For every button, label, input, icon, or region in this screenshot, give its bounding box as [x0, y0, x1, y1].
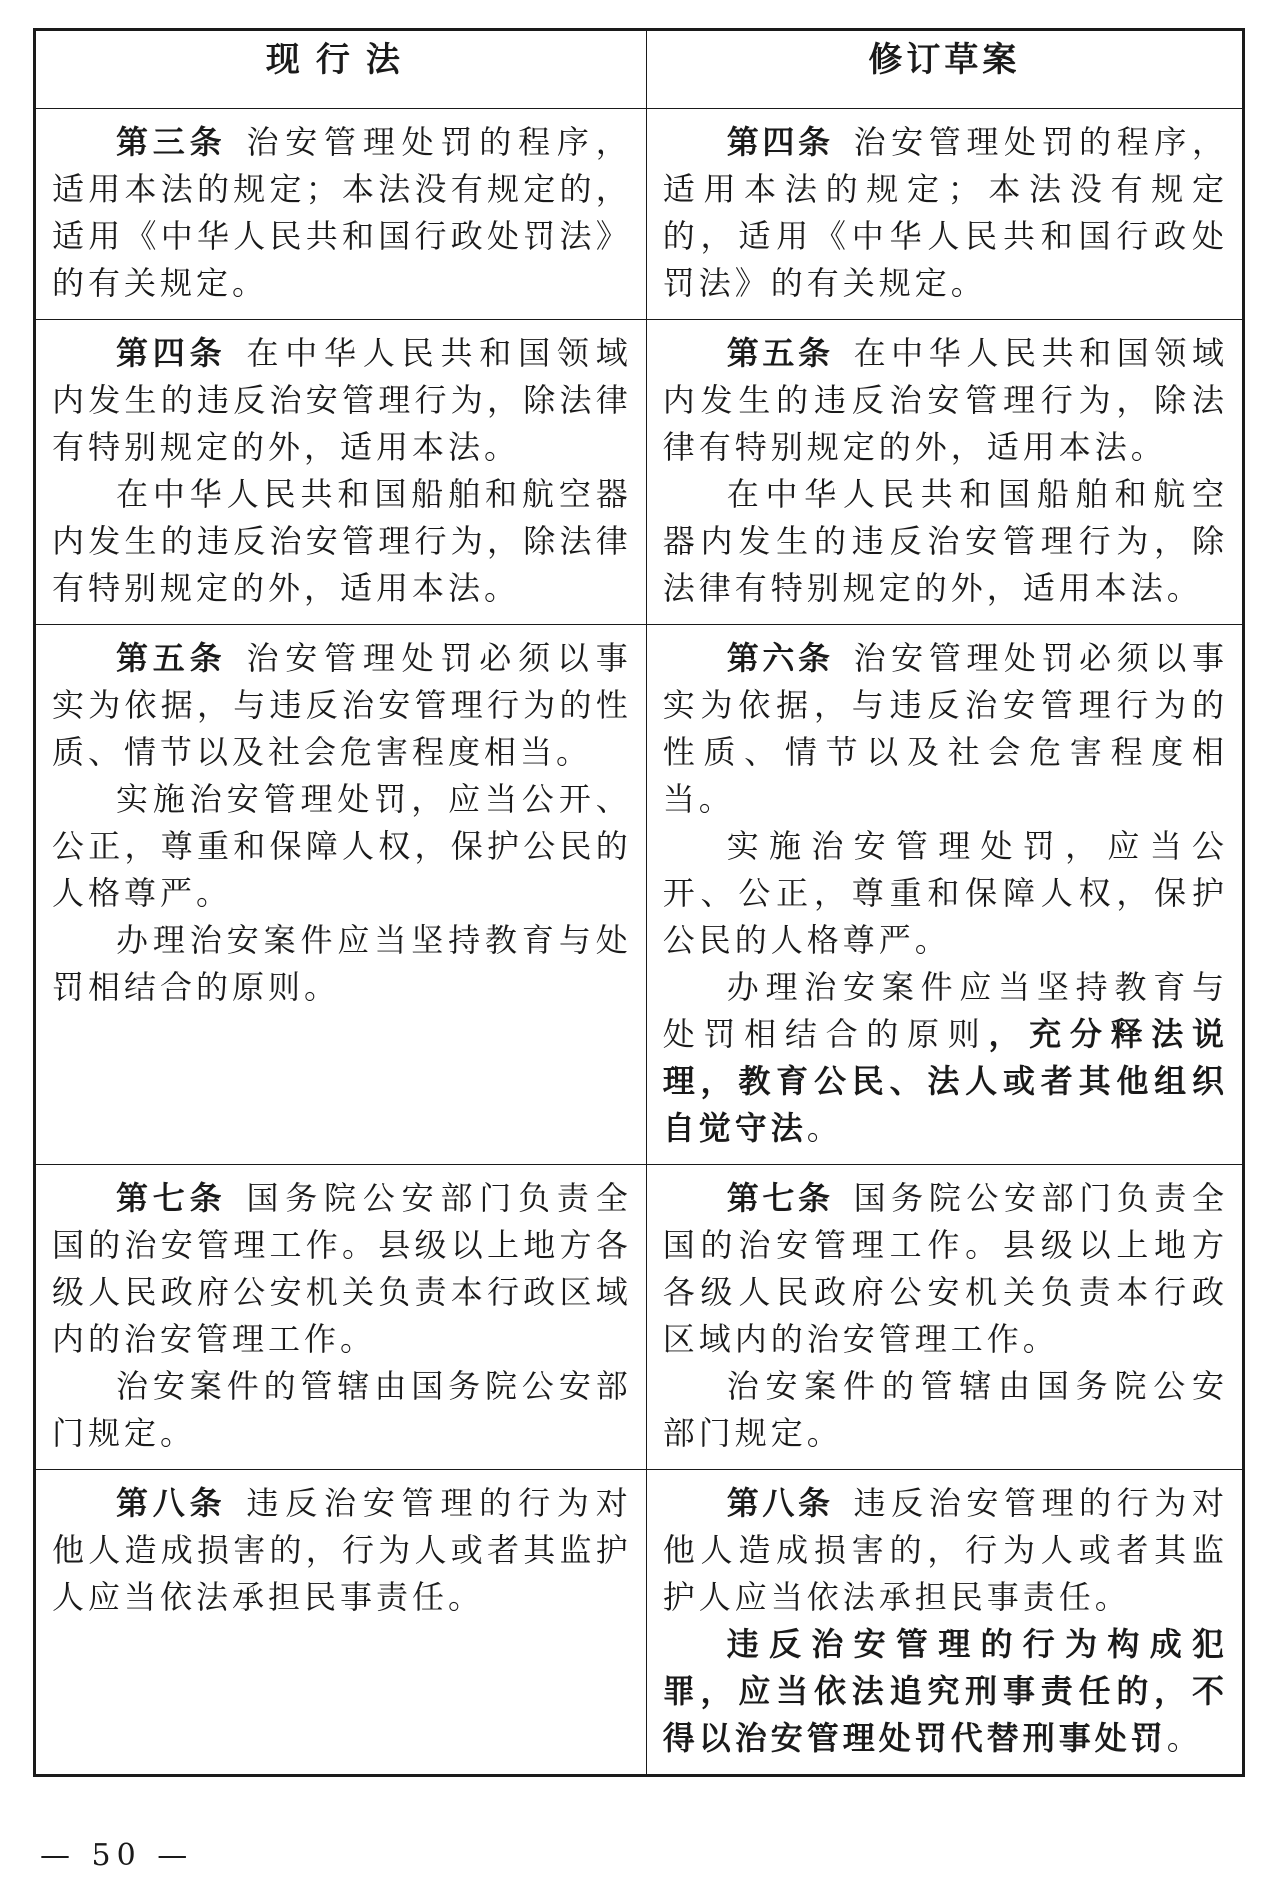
article-text: 违反治安管理的行为对他人造成损害的，行为人或者其监护人应当依法承担民事责任。 — [662, 1484, 1228, 1616]
article-paragraph — [663, 330, 1228, 471]
current-law-cell — [35, 625, 647, 1165]
article-paragraph — [52, 635, 632, 776]
article-text: 在中华人民共和国领域内发生的违反治安管理行为，除法律有特别规定的外，适用本法。 — [662, 334, 1228, 466]
article-text: 在中华人民共和国领域内发生的违反治安管理行为，除法律有特别规定的外，适用本法。 — [52, 334, 632, 466]
article-text: 实施治安管理处罚，应当公开、公正，尊重和保障人权，保护公民的人格尊严。 — [662, 827, 1228, 959]
article-text: 在中华人民共和国船舶和航空器内发生的违反治安管理行为，除法律有特别规定的外，适用本法。 — [52, 475, 632, 607]
article-text: 治安管理处罚必须以事实为依据，与违反治安管理行为的性质、情节以及社会危害程度相当。 — [662, 639, 1228, 818]
article-text: 实施治安管理处罚，应当公开、公正，尊重和保障人权，保护公民的人格尊严。 — [52, 780, 632, 912]
header-revised-draft: 修订草案 — [646, 30, 1243, 109]
table-row — [35, 320, 1244, 625]
article-text: 治安案件的管辖由国务院公安部门规定。 — [52, 1367, 632, 1452]
article-text: 办理治安案件应当坚持教育与处罚相结合的原则。 — [52, 921, 632, 1006]
closing-punctuation: 。 — [1166, 1719, 1203, 1757]
amended-text: ，充分释法说理，教育公民、法人或者其他组织自觉守法 — [662, 1015, 1228, 1147]
current-law-cell — [35, 1470, 647, 1776]
article-paragraph — [52, 1480, 632, 1621]
article-text: 国务院公安部门负责全国的治安管理工作。县级以上地方各级人民政府公安机关负责本行政区域内的治安管理工作。 — [52, 1179, 632, 1358]
comparison-table — [33, 28, 1245, 1777]
article-text: 国务院公安部门负责全国的治安管理工作。县级以上地方各级人民政府公安机关负责本行政区域内的治安管理工作。 — [662, 1179, 1228, 1358]
article-paragraph — [52, 119, 632, 307]
article-number: 第六条 — [726, 639, 834, 677]
article-number: 第八条 — [116, 1484, 227, 1522]
article-paragraph — [52, 1363, 632, 1457]
table-row — [35, 1470, 1244, 1776]
article-paragraph — [52, 776, 632, 917]
article-paragraph — [663, 1175, 1228, 1363]
article-paragraph — [663, 471, 1228, 612]
article-number: 第三条 — [116, 123, 227, 161]
revised-draft-cell — [646, 320, 1243, 625]
revised-draft-cell — [646, 625, 1243, 1165]
current-law-cell — [35, 109, 647, 320]
article-paragraph — [663, 635, 1228, 823]
table-header-row — [35, 30, 1244, 109]
article-paragraph — [663, 1621, 1228, 1762]
header-current-law: 现行法 — [35, 30, 647, 109]
current-law-cell — [35, 1165, 647, 1470]
revised-draft-cell — [646, 1165, 1243, 1470]
article-text: 治安管理处罚的程序，适用本法的规定；本法没有规定的，适用《中华人民共和国行政处罚法》的有关规定。 — [662, 123, 1228, 302]
article-number: 第四条 — [726, 123, 834, 161]
page-number: — 50 — — [40, 1838, 194, 1873]
article-number: 第七条 — [116, 1179, 227, 1217]
table-row — [35, 109, 1244, 320]
article-text: 治安管理处罚必须以事实为依据，与违反治安管理行为的性质、情节以及社会危害程度相当。 — [52, 639, 632, 771]
closing-punctuation: 。 — [806, 1109, 843, 1147]
article-paragraph — [663, 964, 1228, 1152]
revised-draft-cell — [646, 109, 1243, 320]
article-number: 第七条 — [726, 1179, 834, 1217]
article-text: 办理治安案件应当坚持教育与处罚相结合的原则 — [662, 968, 1228, 1053]
article-paragraph — [52, 1175, 632, 1363]
comparison-page — [33, 28, 1245, 1777]
table-row — [35, 625, 1244, 1165]
article-paragraph — [663, 823, 1228, 964]
article-text: 治安案件的管辖由国务院公安部门规定。 — [662, 1367, 1228, 1452]
article-number: 第四条 — [116, 334, 227, 372]
article-paragraph — [663, 1363, 1228, 1457]
table-row — [35, 1165, 1244, 1470]
amended-text: 违反治安管理的行为构成犯罪，应当依法追究刑事责任的，不得以治安管理处罚代替刑事处罚 — [662, 1625, 1228, 1757]
article-text: 治安管理处罚的程序，适用本法的规定；本法没有规定的，适用《中华人民共和国行政处罚法》的有关规定。 — [52, 123, 632, 302]
article-paragraph — [52, 917, 632, 1011]
revised-draft-cell — [646, 1470, 1243, 1776]
article-paragraph — [52, 471, 632, 612]
table-body — [35, 109, 1244, 1776]
article-text: 违反治安管理的行为对他人造成损害的，行为人或者其监护人应当依法承担民事责任。 — [52, 1484, 632, 1616]
article-paragraph — [663, 119, 1228, 307]
article-number: 第五条 — [726, 334, 834, 372]
article-paragraph — [52, 330, 632, 471]
article-paragraph — [663, 1480, 1228, 1621]
article-number: 第五条 — [116, 639, 227, 677]
article-text: 在中华人民共和国船舶和航空器内发生的违反治安管理行为，除法律有特别规定的外，适用本法。 — [662, 475, 1228, 607]
current-law-cell — [35, 320, 647, 625]
article-number: 第八条 — [726, 1484, 834, 1522]
